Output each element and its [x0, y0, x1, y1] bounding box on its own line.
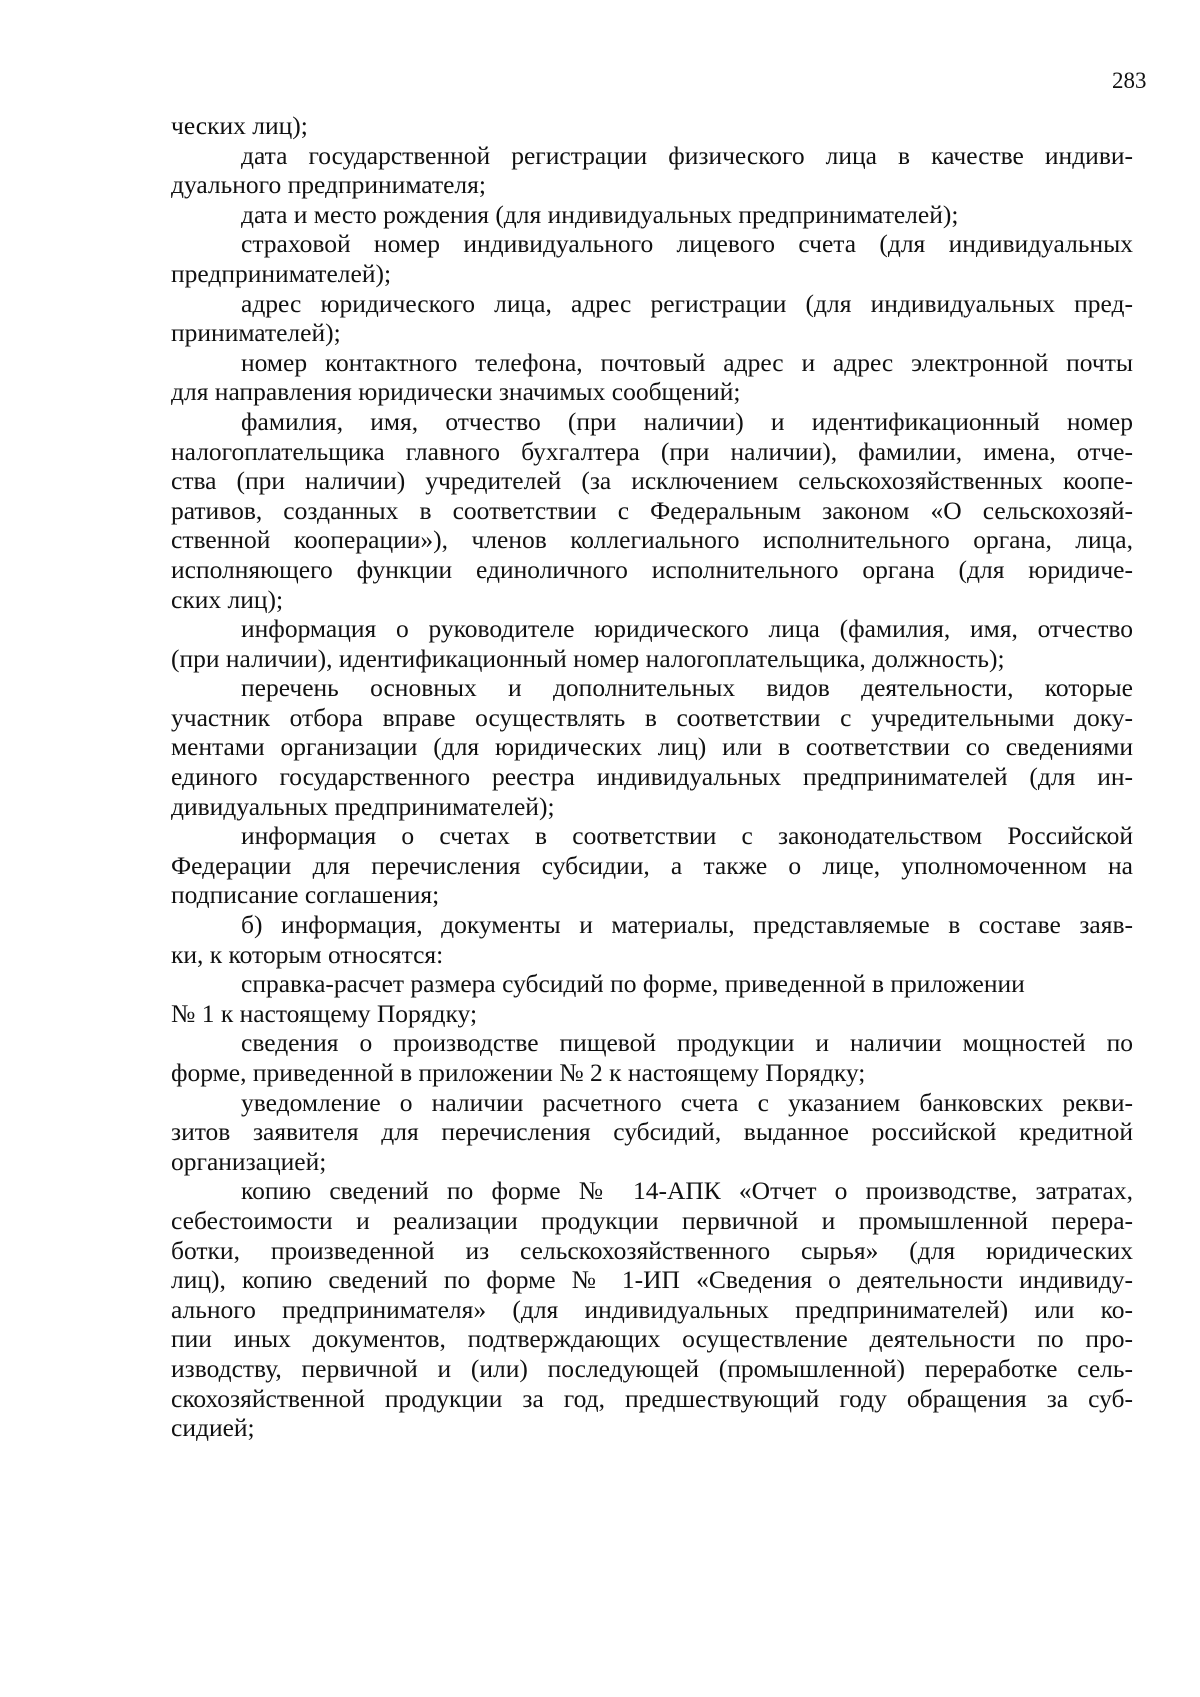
text-line: информация о счетах в соответствии с законодательством Российской	[241, 821, 1133, 851]
text-line: зитов заявителя для перечисления субсидий, выданное российской кредитной	[171, 1117, 1133, 1147]
text-line: форме, приведенной в приложении № 2 к настоящему Порядку;	[171, 1058, 866, 1087]
text-line: скохозяйственной продукции за год, предшествующий году обращения за суб-	[171, 1383, 1133, 1413]
text-line: Федерации для перечисления субсидии, а также о лице, уполномоченном на	[171, 850, 1133, 880]
text-line: дата и место рождения (для индивидуальных предпринимателей);	[241, 199, 959, 229]
text-line: (при наличии), идентификационный номер налогоплательщика, должность);	[171, 643, 1005, 673]
text-line: налогоплательщика главного бухгалтера (при наличии), фамилии, имена, отче-	[171, 436, 1133, 466]
text-line: ства (при наличии) учредителей (за исключением сельскохозяйственных коопе-	[171, 466, 1133, 496]
text-line: ческих лиц);	[171, 111, 308, 140]
text-line: сидией;	[171, 1413, 255, 1443]
text-line: номер контактного телефона, почтовый адрес и адрес электронной почты	[241, 347, 1133, 377]
text-line: для направления юридически значимых сообщений;	[171, 377, 741, 407]
text-line: ственной кооперации»), членов коллегиального исполнительного органа, лица,	[171, 525, 1133, 555]
text-line: б) информация, документы и материалы, представляемые в составе заяв-	[241, 910, 1133, 940]
text-line: ских лиц);	[171, 584, 284, 614]
text-line: справка-расчет размера субсидий по форме, приведенной в приложении	[241, 969, 1025, 999]
text-line: себестоимости и реализации продукции первичной и промышленной перера-	[171, 1205, 1133, 1235]
text-line: страховой номер индивидуального лицевого счета (для индивидуальных	[241, 229, 1133, 259]
text-line: лиц), копию сведений по форме № 1-ИП «Сведения о деятельности индивиду-	[171, 1265, 1133, 1295]
text-line: сведения о производстве пищевой продукции и наличии мощностей по	[241, 1028, 1133, 1058]
text-line: перечень основных и дополнительных видов деятельности, которые	[241, 673, 1133, 703]
text-line: ботки, произведенной из сельскохозяйственного сырья» (для юридических	[171, 1235, 1133, 1265]
text-line: информация о руководителе юридического лица (фамилия, имя, отчество	[241, 614, 1133, 644]
body-text	[171, 111, 1133, 1443]
text-line: изводству, первичной и (или) последующей (промышленной) переработке сель-	[171, 1353, 1133, 1383]
text-line: ративов, созданных в соответствии с Федеральным законом «О сельскохозяй-	[171, 495, 1133, 525]
text-line: ального предпринимателя» (для индивидуальных предпринимателей) или ко-	[171, 1294, 1133, 1324]
page-number: 283	[1112, 68, 1147, 93]
text-line: копию сведений по форме № 14-АПК «Отчет о производстве, затратах,	[241, 1176, 1133, 1206]
text-line: пии иных документов, подтверждающих осуществление деятельности по про-	[171, 1324, 1133, 1354]
text-line: исполняющего функции единоличного исполнительного органа (для юридиче-	[171, 554, 1133, 584]
text-line: дата государственной регистрации физического лица в качестве индиви-	[241, 140, 1133, 170]
text-line: № 1 к настоящему Порядку;	[171, 998, 478, 1028]
text-line: подписание соглашения;	[171, 880, 440, 910]
text-line: единого государственного реестра индивидуальных предпринимателей (для ин-	[171, 762, 1133, 792]
text-line: принимателей);	[171, 318, 341, 348]
text-line: адрес юридического лица, адрес регистрации (для индивидуальных пред-	[241, 288, 1133, 318]
text-line: ки, к которым относятся:	[171, 939, 444, 969]
text-line: организацией;	[171, 1146, 327, 1176]
text-line: участник отбора вправе осуществлять в соответствии с учредительными доку-	[171, 702, 1133, 732]
text-line: предпринимателей);	[171, 258, 392, 288]
text-line: фамилия, имя, отчество (при наличии) и идентификационный номер	[241, 406, 1133, 436]
text-line: дивидуальных предпринимателей);	[171, 791, 555, 821]
text-line: ментами организации (для юридических лиц) или в соответствии со сведениями	[171, 732, 1133, 762]
text-line: уведомление о наличии расчетного счета с указанием банковских рекви-	[241, 1087, 1133, 1117]
text-line: дуального предпринимателя;	[171, 170, 486, 200]
